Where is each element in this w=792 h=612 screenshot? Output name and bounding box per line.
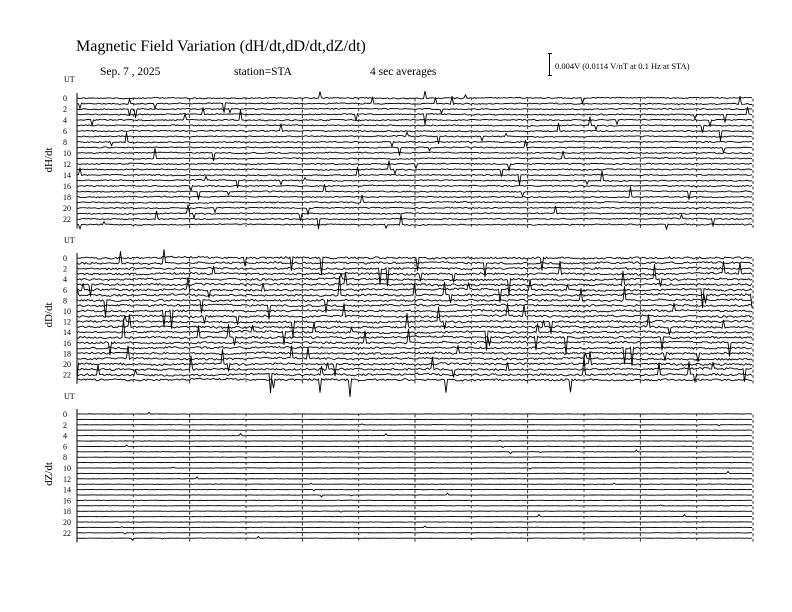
- trace-dzdt-21: [77, 526, 752, 527]
- ut-tick-label: 4: [63, 275, 67, 285]
- panel-ylabel-dddt: dD/dt: [43, 302, 55, 328]
- ut-tick-label: 16: [63, 496, 71, 506]
- trace-dddt-21: [77, 355, 752, 381]
- trace-dzdt-11: [77, 471, 752, 473]
- trace-dhdt-11: [77, 148, 752, 159]
- ut-tick-label: 0: [63, 410, 67, 419]
- ut-tick-label: 14: [63, 171, 71, 180]
- trace-dhdt-10: [77, 152, 752, 161]
- trace-dzdt-6: [77, 445, 752, 447]
- trace-dddt-7: [77, 276, 752, 308]
- ut-tick-label: 20: [63, 518, 71, 527]
- trace-dzdt-7: [77, 450, 752, 454]
- ut-tick-label: 6: [63, 442, 67, 452]
- ut-tick-label: 16: [63, 182, 71, 191]
- date-label: Sep. 7 , 2025: [100, 66, 161, 78]
- trace-dzdt-2: [77, 424, 752, 426]
- trace-dzdt-10: [77, 467, 752, 469]
- ut-tick-label: 18: [63, 349, 71, 359]
- trace-dzdt-23: [77, 536, 752, 540]
- trace-dzdt-4: [77, 434, 752, 436]
- trace-dhdt-16: [77, 185, 752, 191]
- trace-dzdt-16: [77, 500, 752, 501]
- trace-dzdt-5: [77, 440, 752, 441]
- trace-dzdt-15: [77, 493, 752, 497]
- ut-tick-label: 0: [63, 254, 67, 263]
- ut-tick-label: 0: [63, 94, 67, 103]
- ut-tick-label: 20: [63, 204, 71, 213]
- trace-dddt-17: [77, 346, 752, 365]
- trace-dhdt-12: [77, 163, 752, 170]
- ut-tick-label: 10: [63, 307, 71, 316]
- ut-tick-label: 22: [63, 215, 71, 224]
- station-label: station=STA: [234, 66, 292, 78]
- trace-dzdt-13: [77, 483, 752, 484]
- ut-tick-label: 10: [63, 149, 71, 158]
- ut-tick-label: 16: [63, 338, 71, 348]
- trace-dzdt-17: [77, 505, 752, 506]
- trace-dddt-15: [77, 319, 752, 355]
- trace-dhdt-0: [77, 91, 752, 103]
- ut-tick-label: 2: [63, 420, 67, 430]
- averaging-label: 4 sec averages: [370, 66, 437, 78]
- panel-ylabel-dzdt: dZ/dt: [43, 462, 55, 486]
- ut-tick-label: 2: [63, 105, 67, 114]
- trace-dzdt-8: [77, 457, 752, 458]
- ut-tick-label: 4: [63, 431, 67, 441]
- trace-dhdt-3: [77, 107, 752, 125]
- panel-ylabel-dhdt: dH/dt: [43, 147, 55, 173]
- trace-dhdt-18: [77, 187, 752, 198]
- ut-tick-label: 18: [63, 193, 71, 202]
- trace-dhdt-4: [77, 110, 752, 126]
- trace-dzdt-12: [77, 477, 752, 479]
- trace-dzdt-18: [77, 511, 752, 512]
- ut-axis-label: UT: [64, 392, 75, 401]
- trace-dhdt-23: [77, 215, 752, 229]
- trace-dzdt-19: [77, 515, 752, 517]
- ut-tick-label: 18: [63, 507, 71, 517]
- ut-tick-label: 4: [63, 116, 67, 125]
- chart-title: Magnetic Field Variation (dH/dt,dD/dt,dZ/dt): [76, 38, 366, 55]
- trace-dddt-6: [77, 277, 752, 308]
- ut-tick-label: 8: [63, 453, 67, 463]
- trace-dddt-1: [77, 249, 752, 277]
- ut-tick-label: 8: [63, 138, 67, 147]
- ut-axis-label: UT: [64, 236, 75, 245]
- trace-dddt-8: [77, 286, 752, 317]
- trace-dzdt-22: [77, 533, 752, 534]
- ut-tick-label: 20: [63, 360, 71, 369]
- trace-dzdt-0: [77, 412, 752, 414]
- ut-tick-label: 22: [63, 370, 71, 380]
- trace-dhdt-2: [77, 108, 752, 118]
- ut-tick-label: 6: [63, 285, 67, 295]
- ut-tick-label: 12: [63, 474, 71, 484]
- ut-tick-label: 12: [63, 160, 71, 169]
- trace-dddt-0: [77, 256, 752, 275]
- trace-dzdt-14: [77, 489, 752, 490]
- trace-dddt-23: [77, 378, 752, 397]
- scale-label: 0.004V (0.0114 V/nT at 0.1 Hz at STA): [555, 61, 690, 71]
- ut-tick-label: 12: [63, 317, 71, 327]
- ut-tick-label: 8: [63, 296, 67, 306]
- ut-tick-label: 14: [63, 328, 71, 338]
- ut-tick-label: 10: [63, 464, 71, 473]
- ut-tick-label: 2: [63, 264, 67, 274]
- trace-dhdt-15: [77, 171, 752, 188]
- trace-dddt-22: [77, 356, 752, 393]
- ut-axis-label: UT: [64, 75, 75, 84]
- ut-tick-label: 14: [63, 485, 71, 495]
- trace-dhdt-8: [77, 132, 752, 146]
- ut-tick-label: 6: [63, 127, 67, 136]
- ut-tick-label: 22: [63, 528, 71, 538]
